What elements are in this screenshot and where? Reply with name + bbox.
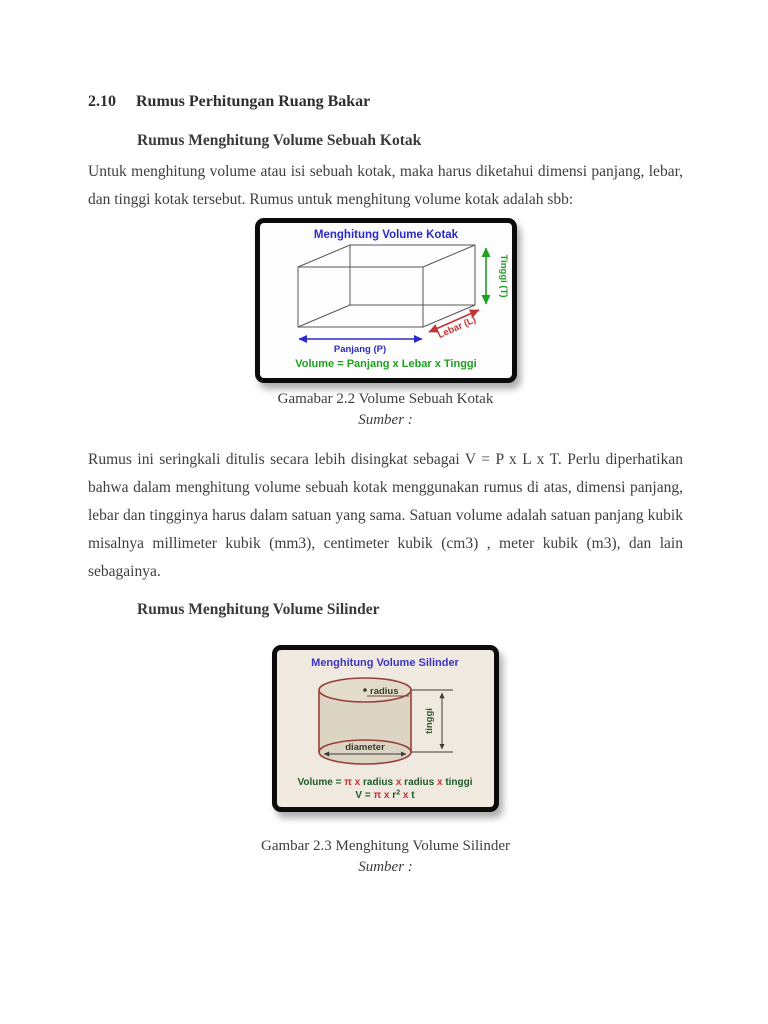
tinggi-label: tinggi (424, 708, 435, 734)
cylinder-diagram-svg (277, 650, 494, 802)
caption-text: Gamabar 2.2 Volume Sebuah Kotak (277, 391, 494, 407)
figure-volume-silinder (88, 619, 683, 812)
subheading-volume-kotak: Rumus Menghitung Volume Sebuah Kotak (137, 132, 422, 149)
figure-caption-cylinder (88, 836, 683, 878)
section-number: 2.10 (88, 93, 116, 110)
panjang-label: Panjang (P) (333, 344, 386, 355)
box-diagram-svg (260, 223, 512, 373)
box-volume-formula: Volume = Panjang x Lebar x Tinggi (294, 358, 477, 370)
lebar-arrow (429, 310, 479, 341)
tinggi-annotation (411, 690, 453, 752)
tinggi-arrow (486, 248, 509, 304)
paragraph-volume-units: Rumus ini seringkali ditulis secara lebih disingkat sebagai V = P x L x T. Perlu diperhatikan bahwa dalam menghitung volume sebuah kotak menggunakan rumus di atas, dimensi panjang, lebar dan tingginya harus dalam satuan yang sama. Satuan volume adalah satuan panjang kubik misalnya millimeter kubik (mm3), centimeter kubik (cm3) , meter kubik (m3), dan lain sebagainya. (88, 451, 683, 580)
figure-caption-box (88, 389, 683, 431)
section-title: Rumus Perhitungan Ruang Bakar (136, 93, 371, 110)
caption-source: Sumber : (358, 859, 413, 875)
box-wireframe (298, 245, 475, 327)
figure-volume-kotak (88, 214, 683, 383)
caption-source: Sumber : (358, 412, 413, 428)
cylinder-volume-formula-short: V = π x $r^2$ x t (355, 789, 415, 801)
caption-text: Gambar 2.3 Menghitung Volume Silinder (260, 838, 510, 854)
diameter-label: diameter (345, 742, 385, 753)
cylinder-volume-formula: Volume = π x radius x radius x tinggi (297, 777, 473, 788)
radius-label: radius (370, 686, 399, 697)
lebar-label: Lebar (L) (435, 314, 478, 342)
cylinder-diagram-title: Menghitung Volume Silinder (311, 657, 459, 669)
paragraph-box-intro: Untuk menghitung volume atau isi sebuah kotak, maka harus diketahui dimensi panjang, lebar, dan tinggi kotak tersebut. Rumus untuk menghitung volume kotak adalah sbb: (88, 163, 683, 208)
box-diagram-frame (255, 218, 517, 383)
section-heading (88, 93, 683, 111)
panjang-arrow (299, 339, 422, 355)
box-diagram-title: Menghitung Volume Kotak (313, 229, 458, 241)
subheading-volume-silinder: Rumus Menghitung Volume Silinder (137, 601, 380, 618)
cylinder-diagram-frame (272, 645, 499, 812)
tinggi-label: Tinggi (T) (497, 254, 509, 298)
